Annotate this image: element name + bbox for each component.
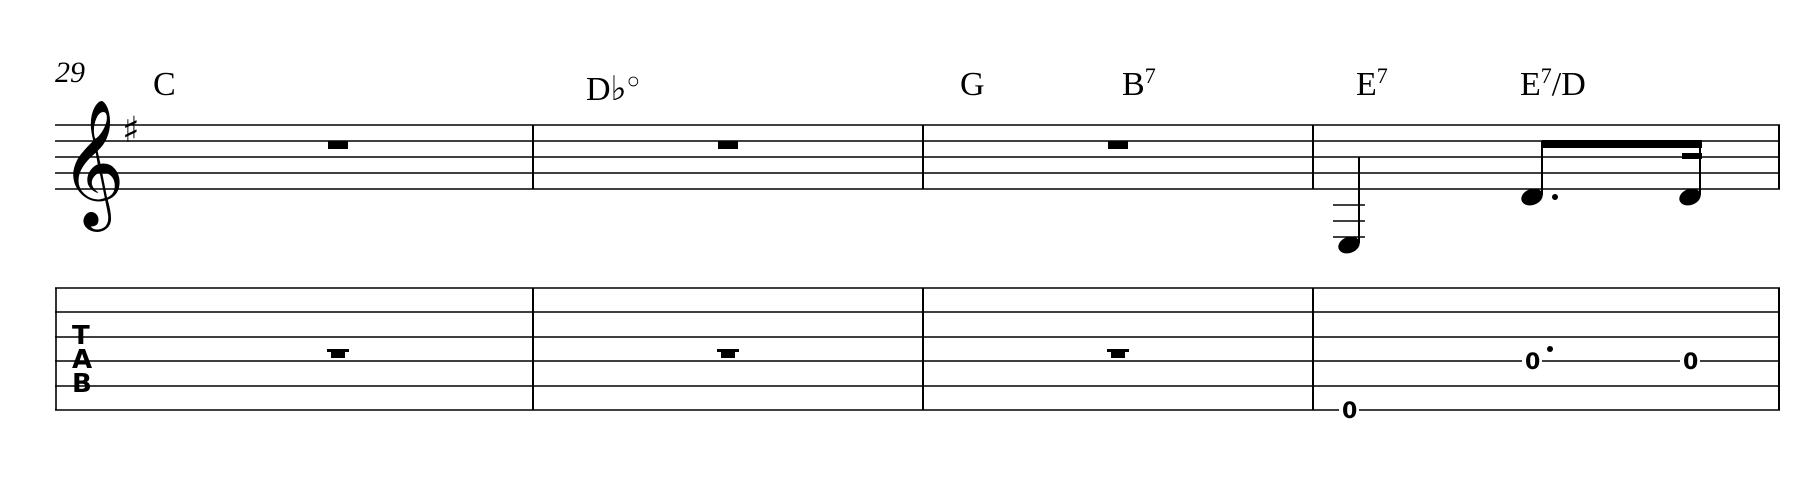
measure-number: 29 [55,56,85,89]
tab-rests [327,349,1129,358]
tab-fret-number: 0 [1525,350,1541,375]
chord-symbol: $E^7$ [1356,63,1388,103]
chord-symbol: $B^7$ [1122,63,1156,103]
chord-symbol: D♭○ [586,68,640,108]
chord-symbol: G [960,66,985,103]
key-signature-sharp-icon: ♯ [122,110,140,151]
chord-symbol: $E^7/D$ [1520,63,1586,103]
augmentation-dot [1547,346,1553,352]
half-rest-icon [718,141,738,149]
tab-clef-t: T [72,321,90,351]
half-rest-icon [1111,352,1125,358]
treble-clef-icon: 𝄞 [60,98,126,226]
tab-staff [55,288,1780,410]
standard-staff [55,125,1780,189]
half-rest-icon [328,141,348,149]
tab-fret-number: 0 [1683,350,1699,375]
tab-clef-b: B [72,369,92,399]
half-rest-icon [327,349,349,352]
augmentation-dot [1552,194,1558,200]
beam [1542,140,1702,148]
tab-fret-number: 0 [1342,399,1358,424]
half-rest-icon [1108,141,1128,149]
chord-symbol: C [153,66,176,103]
chord-symbols [153,63,1586,108]
half-rest-icon [1107,349,1129,352]
tab-clef [72,321,92,399]
tab-fret-numbers [1339,346,1700,424]
half-rest-icon [717,349,739,352]
half-rest-icon [331,352,345,358]
beam-partial [1682,153,1702,159]
tab-clef-a: A [72,345,93,375]
half-rest-icon [721,352,735,358]
